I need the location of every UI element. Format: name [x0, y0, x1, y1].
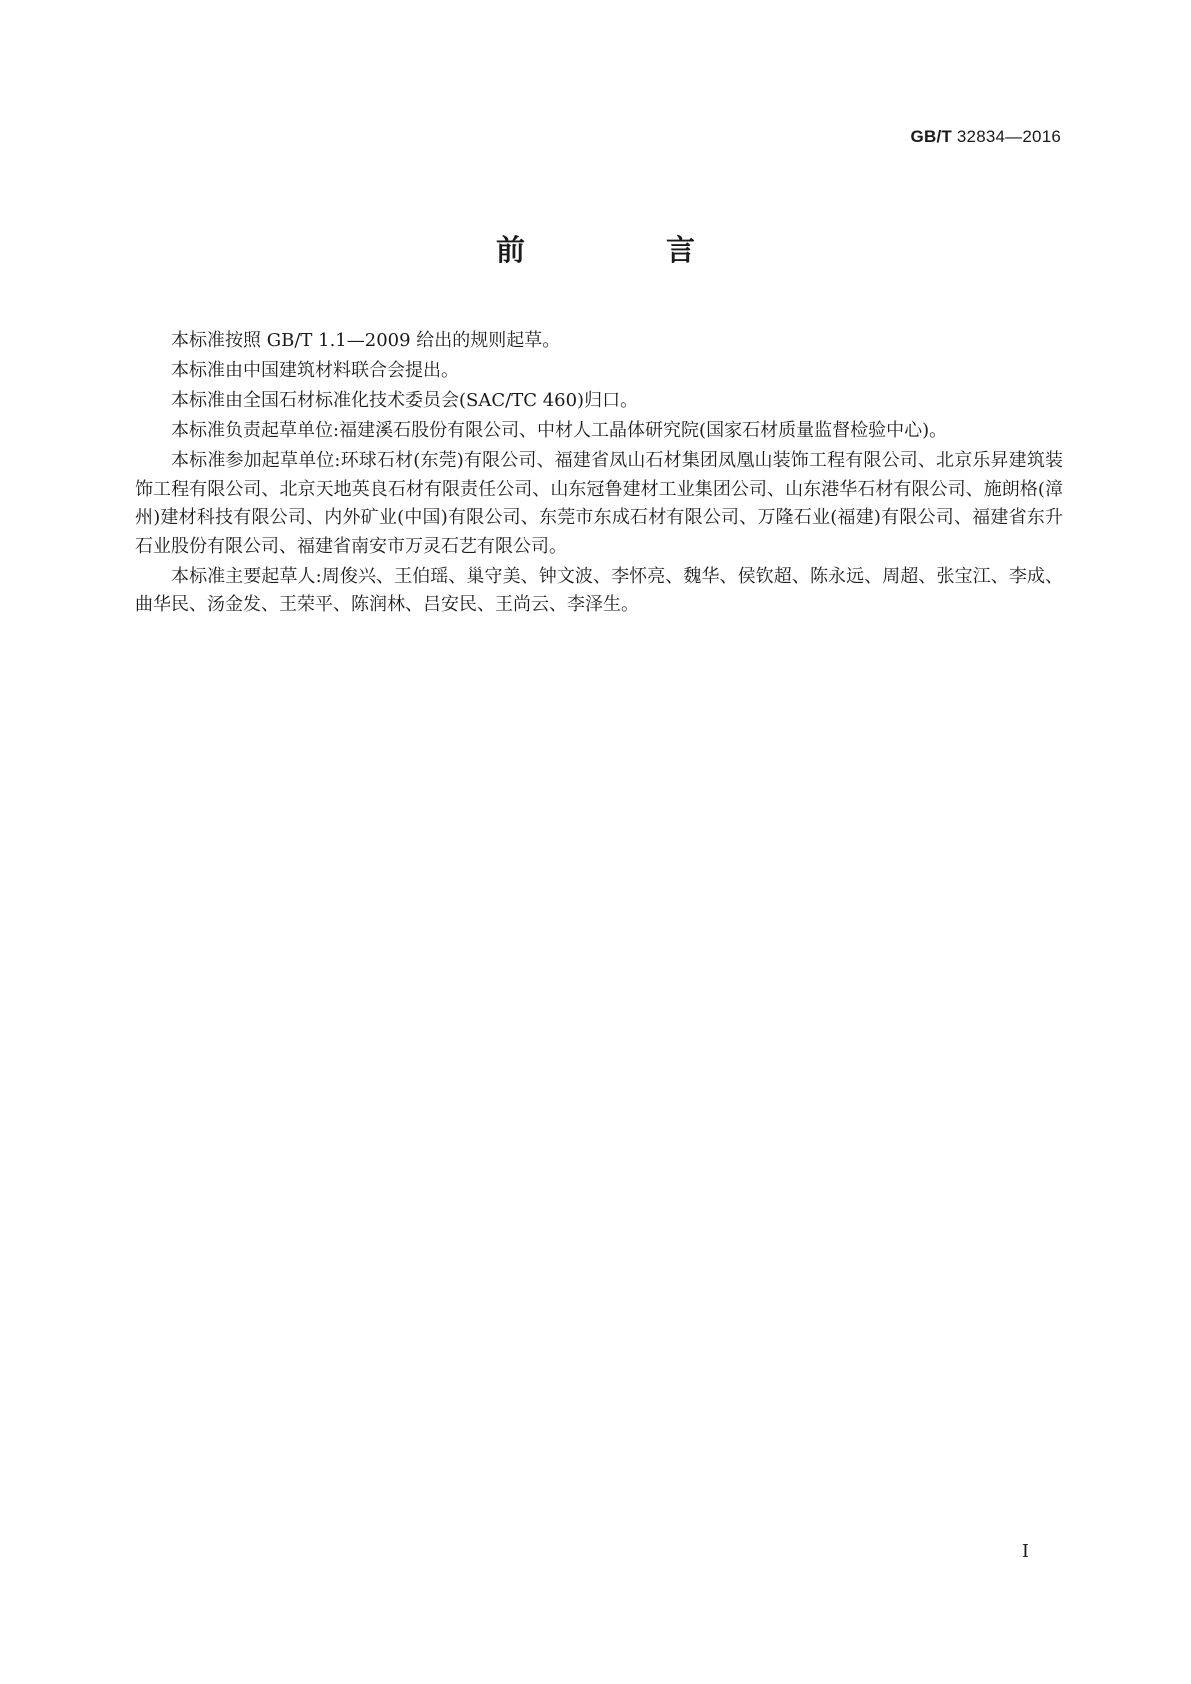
paragraph-main-drafters: 本标准主要起草人:周俊兴、王伯瑶、巢守美、钟文波、李怀亮、魏华、侯钦超、陈永远、周超、张宝江、李成、曲华民、汤金发、王荣平、陈润林、吕安民、王尚云、李泽生。	[135, 565, 1063, 615]
page-number: I	[1021, 1541, 1029, 1562]
paragraph-participating-drafters: 本标准参加起草单位:环球石材(东莞)有限公司、福建省凤山石材集团凤凰山装饰工程有限公司、北京乐昇建筑装饰工程有限公司、北京天地英良石材有限责任公司、山东冠鲁建材工业集团公司、山东港华石材有限公司、施朗格(漳州)建材科技有限公司、内外矿业(中国)有限公司、东莞市东成石材有限公司、万隆石业(福建)有限公司、福建省东升石业股份有限公司、福建省南安市万灵石艺有限公司。	[135, 450, 1063, 557]
standard-prefix: GB/T	[910, 127, 952, 146]
paragraph-technical-committee: 本标准由全国石材标准化技术委员会(SAC/TC 460)归口。	[171, 390, 639, 411]
page-title: 前 言	[495, 233, 751, 267]
paragraph-drafting-rules: 本标准按照 GB/T 1.1—2009 给出的规则起草。	[171, 330, 561, 351]
paragraph-proposer: 本标准由中国建筑材料联合会提出。	[171, 360, 459, 381]
standard-code	[911, 127, 1061, 147]
paragraph-lead-drafters: 本标准负责起草单位:福建溪石股份有限公司、中材人工晶体研究院(国家石材质量监督检验中心)。	[171, 420, 948, 441]
standard-number: 32834—2016	[956, 127, 1061, 146]
foreword-body	[135, 327, 1063, 621]
